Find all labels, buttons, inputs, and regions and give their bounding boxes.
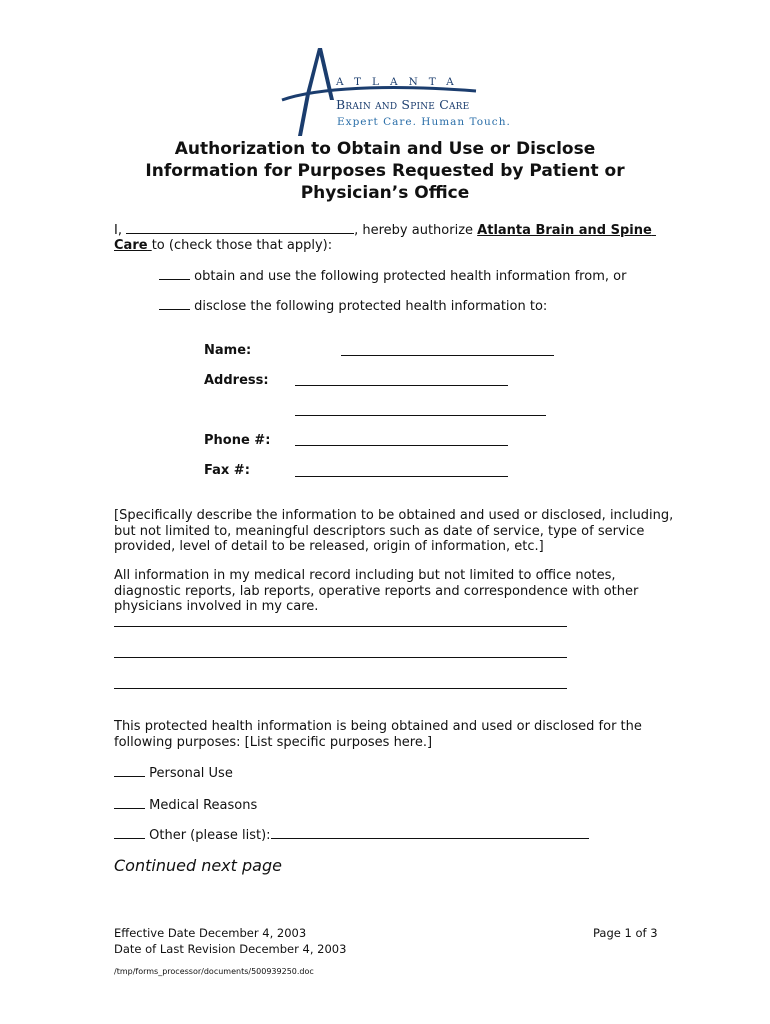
purposes-line-2: following purposes: [List specific purposes here.] bbox=[114, 734, 433, 750]
effective-date: Effective Date December 4, 2003 bbox=[114, 926, 307, 940]
purpose-medical bbox=[114, 797, 257, 814]
name-label: Name: bbox=[204, 343, 252, 358]
footer-dates bbox=[114, 925, 346, 957]
organization-name-cont: Care bbox=[114, 238, 148, 253]
phone-field[interactable] bbox=[295, 445, 508, 446]
personal-use-label: Personal Use bbox=[149, 766, 233, 781]
records-field-3[interactable] bbox=[114, 688, 567, 689]
personal-use-field[interactable] bbox=[114, 765, 145, 777]
title-line-1: Authorization to Obtain and Use or Disclose bbox=[174, 139, 596, 159]
fax-label: Fax #: bbox=[204, 463, 250, 478]
authorize-middle: , hereby authorize bbox=[354, 223, 474, 238]
medical-reasons-label: Medical Reasons bbox=[149, 798, 258, 813]
describe-line-1: [Specifically describe the information to be obtained and used or disclosed, including, bbox=[114, 508, 674, 523]
title-line-2: Information for Purposes Requested by Patient or bbox=[145, 161, 625, 181]
option-obtain bbox=[159, 268, 626, 285]
purposes-intro bbox=[114, 719, 642, 750]
name-field[interactable] bbox=[341, 355, 554, 356]
revision-date: Date of Last Revision December 4, 2003 bbox=[114, 942, 347, 956]
records-field-2[interactable] bbox=[114, 657, 567, 658]
authorize-prefix: I, bbox=[114, 223, 122, 238]
logo bbox=[276, 44, 511, 138]
option-disclose-label: disclose the following protected health information to: bbox=[194, 299, 548, 314]
title-line-3: Physician’s Office bbox=[300, 183, 470, 203]
purpose-personal bbox=[114, 765, 233, 782]
purpose-other bbox=[114, 827, 589, 844]
logo-text-brain-spine: Brain and Spine Care bbox=[336, 97, 470, 112]
other-purpose-list-field[interactable] bbox=[271, 827, 589, 839]
phone-label: Phone #: bbox=[204, 433, 271, 448]
records-line-2: diagnostic reports, lab reports, operative reports and correspondence with other bbox=[114, 583, 639, 599]
records-line-3: physicians involved in my care. bbox=[114, 599, 319, 614]
authorize-line-1 bbox=[114, 222, 656, 239]
records-field-1[interactable] bbox=[114, 626, 567, 627]
records-line-1: All information in my medical record including but not limited to office notes, bbox=[114, 568, 616, 583]
other-purpose-field[interactable] bbox=[114, 827, 145, 839]
medical-reasons-field[interactable] bbox=[114, 797, 145, 809]
organization-name: Atlanta Brain and Spine bbox=[477, 223, 652, 238]
address-label: Address: bbox=[204, 373, 269, 388]
authorize-suffix: to (check those that apply): bbox=[151, 238, 333, 253]
page-number: Page 1 of 3 bbox=[593, 926, 658, 940]
authorize-line-2 bbox=[114, 238, 332, 254]
purposes-line-1: This protected health information is being obtained and used or disclosed for the bbox=[114, 719, 642, 734]
option-disclose bbox=[159, 298, 547, 315]
patient-name-field[interactable] bbox=[126, 222, 354, 234]
obtain-checkbox-field[interactable] bbox=[159, 268, 190, 280]
logo-text-atlanta: ATLANTA bbox=[336, 76, 465, 88]
disclose-checkbox-field[interactable] bbox=[159, 298, 190, 310]
continued-note: Continued next page bbox=[114, 856, 282, 875]
other-purpose-label: Other (please list): bbox=[149, 828, 271, 843]
describe-line-3: provided, level of detail to be released, origin of information, etc.] bbox=[114, 539, 544, 554]
describe-line-2: but not limited to, meaningful descriptors such as date of service, type of service bbox=[114, 523, 645, 539]
records-description bbox=[114, 568, 638, 615]
document-path: /tmp/forms_processor/documents/500939250.doc bbox=[114, 967, 314, 976]
address-field-1[interactable] bbox=[295, 385, 508, 386]
document-title bbox=[100, 138, 670, 204]
describe-instructions bbox=[114, 508, 673, 555]
address-field-2[interactable] bbox=[295, 415, 546, 416]
logo-tagline: Expert Care. Human Touch. bbox=[337, 116, 511, 128]
option-obtain-label: obtain and use the following protected health information from, or bbox=[194, 269, 627, 284]
fax-field[interactable] bbox=[295, 476, 508, 477]
